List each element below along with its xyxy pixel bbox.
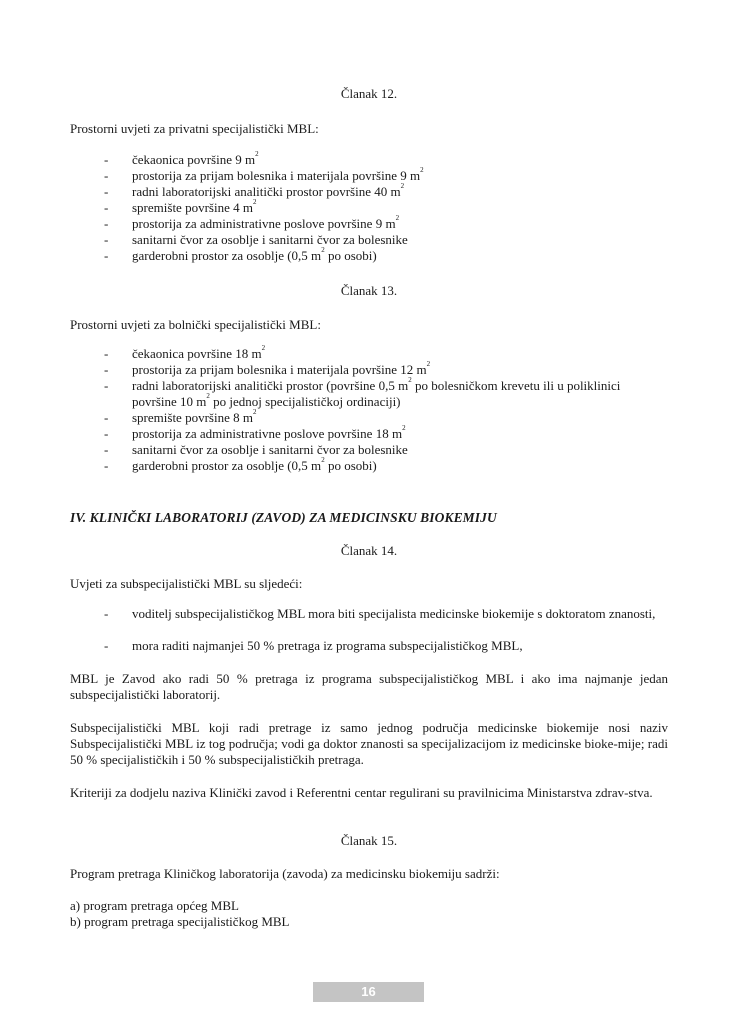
superscript: 2: [252, 408, 257, 416]
list-item-text: spremište površine 8 m: [132, 410, 253, 425]
list-dash: -: [104, 362, 109, 377]
superscript: 2: [321, 246, 325, 254]
article-15-title: Članak 15.: [340, 833, 398, 848]
article-12-intro: Prostorni uvjeti za privatni specijalistički MBL:: [70, 121, 319, 136]
superscript: 2: [395, 214, 400, 222]
superscript: 2: [402, 424, 406, 432]
list-item-text: prostorija za prijam bolesnika i materijala površine 12 m: [132, 362, 427, 377]
list-dash: -: [104, 168, 109, 183]
superscript: 2: [321, 456, 325, 464]
list-dash: -: [104, 346, 109, 361]
article-14-intro: Uvjeti za subspecijalistički MBL su sljedeći:: [70, 576, 303, 591]
list-item-text: sanitarni čvor za osoblje i sanitarni čvor za bolesnike: [132, 232, 408, 247]
article-13-title: Članak 13.: [340, 283, 398, 298]
list-dash: -: [104, 606, 109, 621]
paragraph: Kriteriji za dodjelu naziva Klinički zavod i Referentni centar regulirani su pravilnicima Ministarstva zdrav-stva.: [70, 785, 653, 800]
list-item-text: sanitarni čvor za osoblje i sanitarni čvor za bolesnike: [132, 442, 408, 457]
list-dash: -: [104, 442, 109, 457]
list-dash: -: [104, 152, 109, 167]
list-dash: -: [104, 232, 109, 247]
page-number: 16: [313, 982, 424, 1002]
list-item-text: voditelj subspecijalističkog MBL mora biti specijalista medicinske biokemije s doktoratom znanosti,: [132, 606, 656, 621]
list-dash: -: [104, 410, 109, 425]
superscript: 2: [261, 344, 266, 352]
paragraph: Subspecijalistički MBL koji radi pretrage iz samo jednog područja medicinske biokemije nosi naziv Subspecijalistički MBL iz tog područja; vodi ga doktor znanosti sa specijalizacijom iz medicinske bioke-mije; radi 50 % specijalističkih i 50 % subspecijalističkih pretraga.: [70, 720, 668, 767]
list-item-text: čekaonica površine 18 m: [132, 346, 262, 361]
superscript: 2: [420, 166, 424, 174]
section-heading: IV. KLINIČKI LABORATORIJ (ZAVOD) ZA MEDICINSKU BIOKEMIJU: [70, 510, 497, 525]
list-item-text: radni laboratorijski analitički prostor (površine 0,5 m: [132, 378, 409, 393]
list-item-text-cont: po bolesničkom krevetu ili u poliklinici: [411, 378, 621, 393]
list-item: b) program pretraga specijalističkog MBL: [70, 914, 290, 929]
list-item-text: prostorija za administrativne poslove površine 9 m: [132, 216, 396, 231]
list-item-text: prostorija za prijam bolesnika i materijala površine 9 m: [132, 168, 421, 183]
list-item-text: spremište površine 4 m: [132, 200, 253, 215]
list-dash: -: [104, 458, 109, 473]
list-item-text: prostorija za administrativne poslove površine 18 m: [132, 426, 403, 441]
list-item-text: garderobni prostor za osoblje (0,5 m: [132, 248, 322, 263]
list-dash: -: [104, 378, 109, 393]
list-item-text-cont: po osobi): [324, 248, 377, 263]
superscript: 2: [255, 150, 259, 158]
list-item-text: čekaonica površine 9 m: [132, 152, 256, 167]
list-item: a) program pretraga općeg MBL: [70, 898, 239, 913]
list-dash: -: [104, 248, 109, 263]
list-item-text: radni laboratorijski analitički prostor površine 40 m: [132, 184, 401, 199]
list-dash: -: [104, 200, 109, 215]
list-item-text: garderobni prostor za osoblje (0,5 m: [132, 458, 322, 473]
superscript: 2: [426, 360, 431, 368]
article-14-title: Članak 14.: [340, 543, 398, 558]
paragraph: MBL je Zavod ako radi 50 % pretraga iz programa subspecijalističkog MBL i ako ima najmanje jedan subspecijalistički laboratorij.: [70, 671, 668, 702]
superscript: 2: [252, 198, 257, 206]
superscript: 2: [206, 392, 210, 400]
list-item-text: mora raditi najmanjei 50 % pretraga iz programa subspecijalističkog MBL,: [132, 638, 523, 653]
article-13-intro: Prostorni uvjeti za bolnički specijalistički MBL:: [70, 317, 321, 332]
list-dash: -: [104, 184, 109, 199]
article-12-title: Članak 12.: [340, 86, 398, 101]
superscript: 2: [408, 376, 412, 384]
list-item-text-cont: po osobi): [324, 458, 377, 473]
list-dash: -: [104, 638, 109, 653]
list-item-text-line2-cont: po jednoj specijalističkoj ordinaciji): [209, 394, 401, 409]
article-15-intro: Program pretraga Kliničkog laboratorija (zavoda) za medicinsku biokemiju sadrži:: [70, 866, 500, 881]
list-dash: -: [104, 426, 109, 441]
superscript: 2: [400, 182, 405, 190]
list-dash: -: [104, 216, 109, 231]
list-item-text-line2: površine 10 m: [132, 394, 207, 409]
